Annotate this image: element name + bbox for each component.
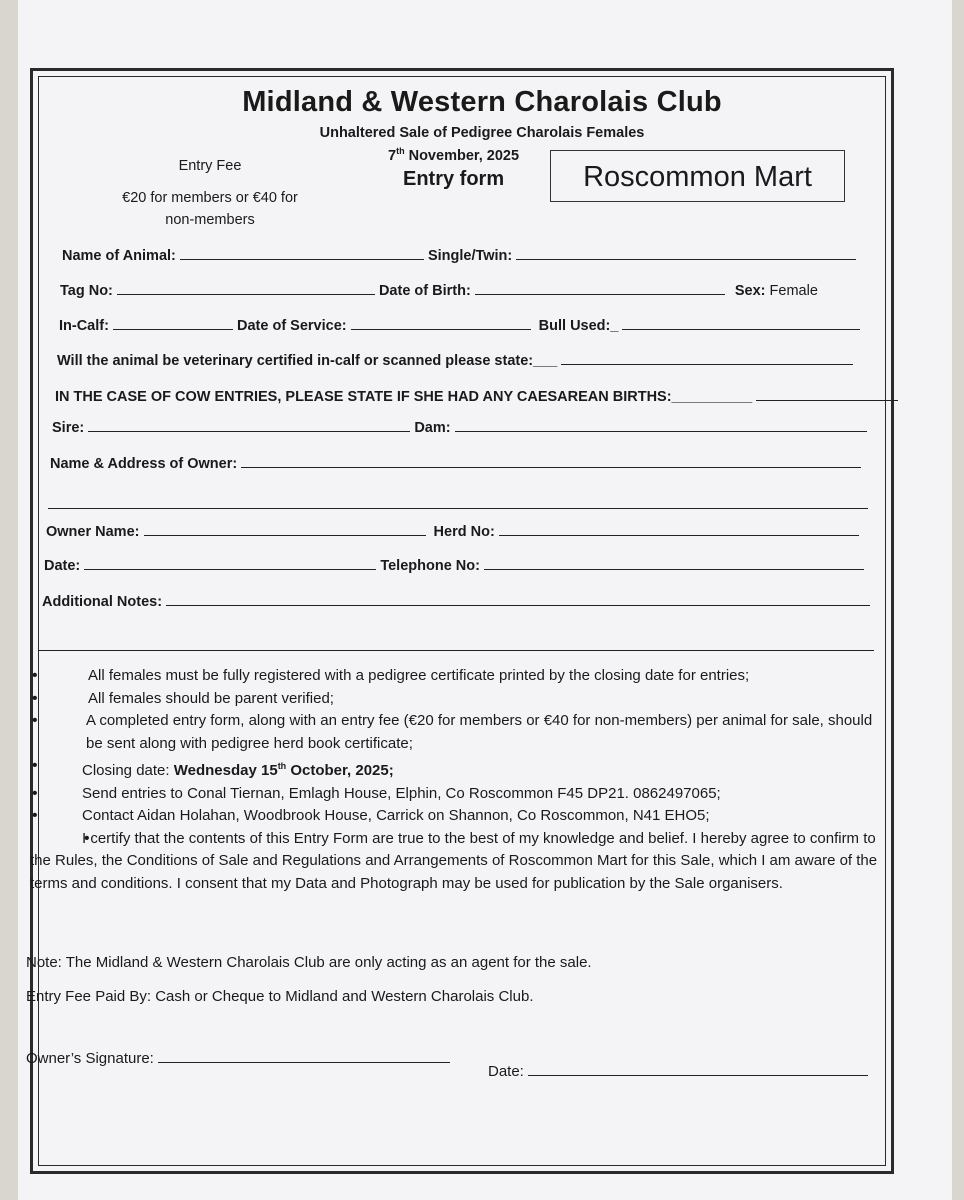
vet-certified-label: Will the animal be veterinary certified in-calf or scanned please state:___ bbox=[57, 353, 558, 369]
row-caesarean bbox=[55, 389, 898, 405]
tag-no-field[interactable] bbox=[117, 293, 375, 295]
dam-label: Dam: bbox=[414, 420, 451, 436]
bull-used-field[interactable] bbox=[622, 328, 860, 330]
venue-box: Roscommon Mart bbox=[550, 150, 845, 202]
date-of-birth-label: Date of Birth: bbox=[378, 283, 471, 299]
in-calf-field[interactable] bbox=[113, 328, 233, 330]
dam-field[interactable] bbox=[455, 430, 867, 432]
conditions-list bbox=[30, 665, 890, 895]
owner-name-label: Owner Name: bbox=[46, 524, 140, 540]
condition-item: • All females must be fully registered with a pedigree certificate printed by the closing date for entries; bbox=[30, 665, 890, 688]
herd-no-label: Herd No: bbox=[433, 524, 495, 540]
condition-item: • Contact Aidan Holahan, Woodbrook House, Carrick on Shannon, Co Roscommon, N41 EHO5; bbox=[30, 805, 890, 828]
name-of-animal-field[interactable] bbox=[180, 258, 424, 260]
date-of-birth-field[interactable] bbox=[475, 293, 725, 295]
club-title: Midland & Western Charolais Club bbox=[242, 86, 722, 118]
owner-signature-label: Owner’s Signature: bbox=[26, 1050, 154, 1067]
owner-signature-row bbox=[26, 1050, 450, 1067]
sire-field[interactable] bbox=[88, 430, 410, 432]
row-vet-certified bbox=[57, 353, 853, 369]
row-sire-dam bbox=[52, 420, 867, 436]
sale-date: 7th November, 2025 bbox=[388, 146, 520, 164]
signature-date-label: Date: bbox=[488, 1063, 524, 1080]
single-twin-label: Single/Twin: bbox=[427, 248, 513, 264]
herd-no-field[interactable] bbox=[499, 534, 859, 536]
owner-name-field[interactable] bbox=[144, 534, 426, 536]
sale-subtitle: Unhaltered Sale of Pedigree Charolais Females bbox=[319, 125, 645, 141]
signature-date-row bbox=[488, 1063, 868, 1080]
vet-certified-field[interactable] bbox=[561, 363, 853, 365]
caesarean-field[interactable] bbox=[756, 399, 898, 401]
telephone-field[interactable] bbox=[484, 568, 864, 570]
date-field[interactable] bbox=[84, 568, 376, 570]
owner-address-label: Name & Address of Owner: bbox=[50, 456, 238, 472]
condition-item: • Send entries to Conal Tiernan, Emlagh House, Elphin, Co Roscommon F45 DP21. 0862497065; bbox=[30, 783, 890, 806]
owner-address-field-line2[interactable] bbox=[48, 507, 868, 509]
additional-notes-field[interactable] bbox=[166, 604, 870, 606]
additional-notes-label: Additional Notes: bbox=[42, 594, 163, 610]
caesarean-label: IN THE CASE OF COW ENTRIES, PLEASE STATE IF SHE HAD ANY CAESAREAN BIRTHS:__________ bbox=[55, 389, 753, 405]
condition-item: • Closing date: Wednesday 15th October, 2025; bbox=[30, 755, 890, 783]
certification-statement: • I certify that the contents of this Entry Form are true to the best of my knowledge and belief. I hereby agree to confirm to the Rules, the Conditions of Sale and Regulations and Arrangements of Roscommon Mart for this Sale, which I am aware of the terms and conditions. I consent that my Data and Photograph may be used for publication by the Sale organisers. bbox=[30, 828, 890, 896]
entry-form-label: Entry form bbox=[403, 168, 505, 190]
tag-no-label: Tag No: bbox=[60, 283, 113, 299]
row-animal-name bbox=[62, 248, 856, 264]
row-date-telephone bbox=[44, 558, 864, 574]
date-of-service-field[interactable] bbox=[351, 328, 531, 330]
single-twin-field[interactable] bbox=[516, 258, 856, 260]
sex-label: Sex: bbox=[734, 283, 766, 299]
row-owner-name bbox=[46, 524, 859, 540]
bull-used-label: Bull Used:_ bbox=[538, 318, 619, 334]
entry-fee-line1: €20 for members or €40 for bbox=[122, 190, 298, 206]
in-calf-label: In-Calf: bbox=[59, 318, 109, 334]
row-tag bbox=[60, 283, 818, 299]
name-of-animal-label: Name of Animal: bbox=[62, 248, 176, 264]
signature-date-field[interactable] bbox=[528, 1074, 868, 1076]
row-additional-notes bbox=[42, 594, 870, 610]
entry-fee-info bbox=[100, 155, 320, 231]
owner-address-field[interactable] bbox=[241, 466, 861, 468]
entry-fee-title: Entry Fee bbox=[178, 158, 242, 174]
sire-label: Sire: bbox=[52, 420, 85, 436]
telephone-label: Telephone No: bbox=[380, 558, 480, 574]
condition-item: • A completed entry form, along with an entry fee (€20 for members or €40 for non-members) per animal for sale, should be sent along with pedigree herd book certificate; bbox=[30, 710, 890, 755]
additional-notes-field-line2[interactable] bbox=[38, 649, 874, 651]
condition-item: • All females should be parent verified; bbox=[30, 688, 890, 711]
agent-note: Note: The Midland & Western Charolais Club are only acting as an agent for the sale. bbox=[26, 954, 592, 971]
date-label: Date: bbox=[44, 558, 81, 574]
owner-signature-field[interactable] bbox=[158, 1061, 450, 1063]
fee-paid-note: Entry Fee Paid By: Cash or Cheque to Midland and Western Charolais Club. bbox=[26, 988, 534, 1005]
date-of-service-label: Date of Service: bbox=[237, 318, 347, 334]
row-owner-address bbox=[50, 456, 861, 472]
entry-fee-line2: non-members bbox=[165, 212, 255, 228]
row-in-calf bbox=[59, 318, 860, 334]
sex-value: Female bbox=[769, 283, 818, 299]
